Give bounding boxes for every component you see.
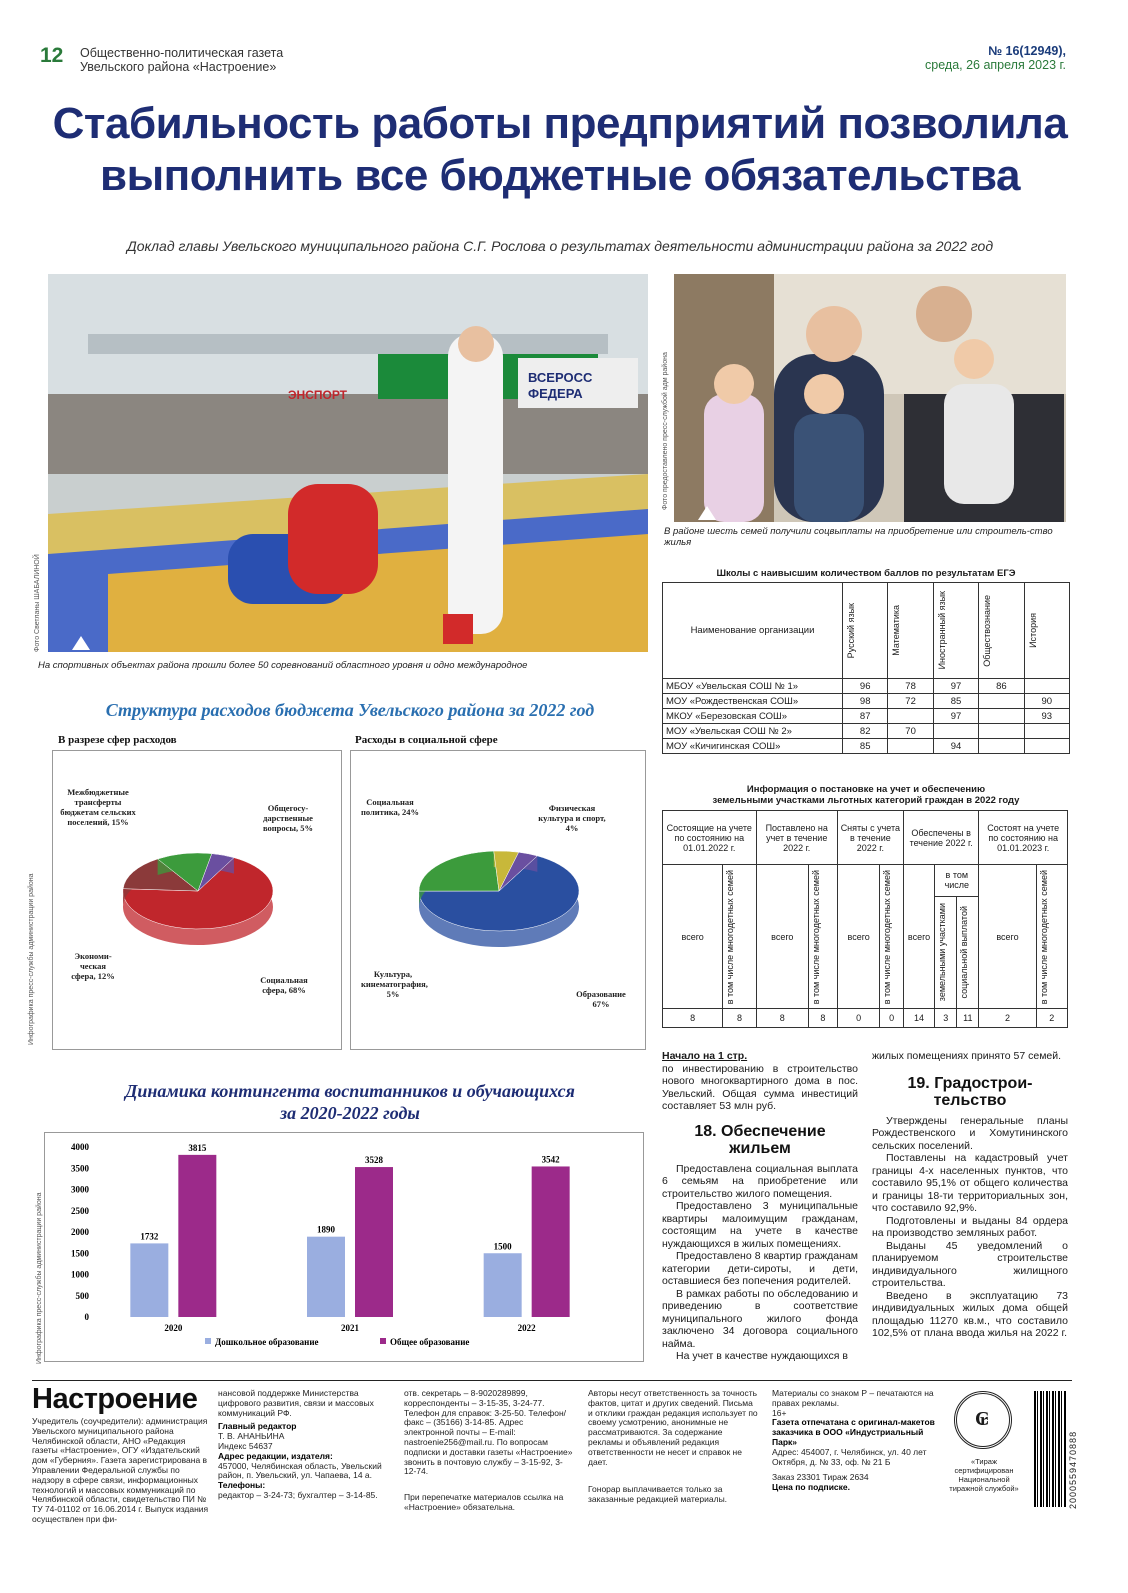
ege-score: 70	[888, 724, 933, 739]
legend-entry: Общее образование	[390, 1337, 470, 1347]
land-all-2: всего	[756, 865, 808, 1009]
sambo-photo-drawing	[48, 274, 648, 652]
article-col-2: жилых помещениях принято 57 семей. 19. Градострои-тельство Утверждены генеральные планы Рождественского и Хомутининского сельских поселений. Поставлены на кадастровый учет границы 4-х населенных пунктов, что составило 95,1% от общего количества и границы 18-ти территориальных зон, что составило 92,9%. Подготовлены и выданы 84 ордера на производство земляных работ. Выданы 45 уведомлений о планируемом строительстве индивидуального жилищного строительства. Введено в эксплуатацию 73 индивидуальных жилых дома общей площадью 11270 кв.м., что составило 102,5% от плана ввода жилья на 2022 г.	[872, 1050, 1068, 1339]
bar-chart-svg	[45, 1133, 645, 1363]
y-tick-label: 2500	[71, 1205, 89, 1216]
y-tick-label: 500	[75, 1290, 89, 1301]
x-tick-label: 2021	[341, 1323, 359, 1333]
family-photo-drawing	[674, 274, 1066, 522]
bar-value-label: 3815	[188, 1142, 207, 1153]
issue-info: № 16(12949), среда, 26 апреля 2023 г.	[925, 44, 1066, 72]
bar	[532, 1166, 570, 1317]
dynamics-title: Динамика контингента воспитанников и обучающихся за 2020-2022 годы	[125, 1081, 575, 1123]
land-h2: Поставлено на учет в течение 2022 г.	[756, 811, 837, 865]
pie1-label-mb: Межбюджетные трансферты бюджетам сельских поселений, 15%	[60, 787, 136, 827]
paper-name: Общественно-политическая газета Увельского района «Настроение»	[80, 46, 284, 74]
land-all-5: всего	[979, 865, 1036, 1009]
ege-col-2: Иностранный язык	[933, 583, 978, 679]
ege-score: 98	[843, 694, 888, 709]
photo1-credit: Фото Светланы ШАБАЛИНОЙ	[34, 554, 41, 652]
imprint-disclaimer: Авторы несут ответственность за точность фактов, цитат и других сведений. Письма и отклики граждан редакция использует по своему усмотрению, анонимные не рассматриваются. За содержание рекламы и объявлений редакция ответственности не несет и справок не дает. Гонорар выплачивается только за заказанные редакцией материалы.	[588, 1388, 758, 1505]
ege-score	[979, 709, 1024, 724]
dynamics-credit: Инфографика пресс-службы администрации района	[36, 1192, 43, 1364]
land-value: 14	[903, 1009, 934, 1028]
land-value: 8	[756, 1009, 808, 1028]
y-tick-label: 2000	[71, 1227, 89, 1237]
pie-chart-2	[350, 750, 646, 1050]
imprint-printing: Материалы со знаком Р – печатаются на правах рекламы. 16+ Газета отпечатана с оригинал-макетов заказчика в ООО «Индустриальный Парк» Адрес: 454007, г. Челябинск, ул. 40 лет Октября, д. № 33, оф. № 21 Б Заказ 23301 Тираж 2634 Цена по подписке.	[772, 1388, 935, 1493]
ege-school-name: МОУ «Увельская СОШ № 2»	[663, 724, 843, 739]
ege-col-4: История	[1024, 583, 1069, 679]
land-all-3: всего	[837, 865, 880, 1009]
land-value: 11	[957, 1009, 979, 1028]
sambo-photo	[48, 274, 648, 652]
pie1-label-og: Общегосу-дарственные вопросы, 5%	[262, 803, 314, 833]
y-tick-label: 1000	[71, 1269, 89, 1280]
y-tick-label: 1500	[71, 1248, 89, 1259]
ege-score: 82	[843, 724, 888, 739]
ege-row	[663, 709, 1070, 724]
ege-school-name: МОУ «Кичигинская СОШ»	[663, 739, 843, 754]
ege-score	[888, 739, 933, 754]
y-tick-label: 3000	[71, 1184, 89, 1195]
barcode-icon	[1034, 1391, 1066, 1507]
land-all-4: всего	[903, 865, 934, 1009]
land-all-1: всего	[663, 865, 723, 1009]
page-number: 12	[40, 44, 64, 67]
ege-score: 90	[1024, 694, 1069, 709]
ege-score	[1024, 724, 1069, 739]
photo-marker-icon	[72, 636, 90, 650]
photo-marker-icon-2	[698, 506, 716, 520]
ege-table	[662, 582, 1070, 754]
article-col-1: Начало на 1 стр. по инвестированию в строительство нового многоквартирного дома в пос. Увельский. Общая сумма инвестиций составляет 53 млн руб. 18. Обеспечение жильем Предоставлена социальная выплата 6 семьям на приобретение или строительство жилого помещения. Предоставлено 3 муниципальные квартиры малоимущим гражданам, состоящим на учете в качестве нуждающихся в жилых помещениях. Предоставлено 8 квартир гражданам категории дети-сироты, и дети, оставшиеся без попечения родителей. В рамках работы по обследованию и приведению в соответствие муниципального жилого фонда заключено 34 договора социального найма. На учет в качестве нуждающихся в	[662, 1050, 858, 1362]
bar-value-label: 3528	[365, 1155, 383, 1166]
land-value: 8	[663, 1009, 723, 1028]
ege-score: 78	[888, 679, 933, 694]
land-incl: в том числе	[935, 865, 979, 896]
land-value: 0	[880, 1009, 903, 1028]
ege-title: Школы с наивысшим количеством баллов по результатам ЕГЭ	[716, 568, 1016, 579]
y-tick-label: 4000	[71, 1142, 89, 1152]
ege-col-3: Обществознание	[979, 583, 1024, 679]
ege-score: 86	[979, 679, 1024, 694]
imprint-founders: Учредитель (соучредители): администрация Увельского муниципального района Челябинской области, АНО «Редакция газеты «Настроение», ОГУ «Издательский дом «Губерния». Газета зарегистрирована в Управлении Федеральной службы по надзору в сфере связи, информационных технологий и массовых коммуникаций по Челябинской области, свидетельство ПИ № ТУ 74-01102 от 16.06.2014 г. Выпуск издания осуществлен при фи-	[32, 1416, 209, 1524]
budget-title: Структура расходов бюджета Увельского района за 2022 год	[105, 700, 595, 720]
bar	[484, 1253, 522, 1317]
seal-text: «Тираж сертифицирован Национальной тиражной службой»	[949, 1457, 1019, 1493]
ege-score	[979, 739, 1024, 754]
land-h3: Сняты с учета в течение 2022 г.	[837, 811, 903, 865]
land-pay: социальной выплатой	[957, 896, 979, 1009]
family-photo	[674, 274, 1066, 522]
circulation-seal-icon	[954, 1391, 1012, 1449]
ege-score	[1024, 679, 1069, 694]
land-h1: Состоящие на учете по состоянию на 01.01.2022 г.	[663, 811, 757, 865]
ege-row	[663, 724, 1070, 739]
ege-score: 97	[933, 709, 978, 724]
land-table	[662, 810, 1068, 1028]
ege-score	[979, 694, 1024, 709]
headline: Стабильность работы предприятий позволила выполнить все бюджетные обязательства	[52, 99, 1068, 200]
legend-entry: Дошкольное образование	[215, 1337, 319, 1347]
bar	[307, 1237, 345, 1317]
section-18-heading: 18. Обеспечение жильем	[694, 1122, 826, 1157]
bar-value-label: 1732	[140, 1231, 159, 1242]
seal-monogram: ₢	[975, 1408, 990, 1430]
pie1-title: В разрезе сфер расходов	[58, 734, 177, 746]
ege-col-org: Наименование организации	[663, 583, 843, 679]
land-value: 8	[723, 1009, 756, 1028]
land-value: 2	[979, 1009, 1036, 1028]
pie1-label-ek: Экономи-ческая сфера, 12%	[71, 951, 115, 981]
ege-score	[933, 724, 978, 739]
bar-value-label: 1500	[493, 1241, 512, 1252]
newspaper-logo: Настроение	[32, 1383, 198, 1415]
land-many-5: в том числе многодетных семей	[1036, 865, 1068, 1009]
y-tick-label: 0	[84, 1312, 89, 1322]
bar	[178, 1155, 216, 1317]
land-h4: Обеспечены в течение 2022 г.	[903, 811, 979, 865]
ege-score	[979, 724, 1024, 739]
pie2-label-ob: Образование 67%	[576, 989, 626, 1009]
pie2-label-fk: Физическая культура и спорт, 4%	[538, 803, 606, 833]
pie1-label-soc: Социальная сфера, 68%	[260, 975, 308, 995]
ege-score: 93	[1024, 709, 1069, 724]
land-value: 8	[809, 1009, 838, 1028]
ege-score: 87	[843, 709, 888, 724]
pie-chart-1	[52, 750, 342, 1050]
land-value: 0	[837, 1009, 880, 1028]
banner-text-3: ЭНСПОРТ	[288, 388, 348, 402]
ege-score: 97	[933, 679, 978, 694]
continued-from: Начало на 1 стр.	[662, 1050, 748, 1062]
ege-score: 85	[843, 739, 888, 754]
ege-score: 96	[843, 679, 888, 694]
bar	[355, 1167, 393, 1317]
subtitle: Доклад главы Увельского муниципального района С.Г. Рослова о результатах деятельности администрации района за 2022 год	[126, 238, 994, 254]
ege-score: 72	[888, 694, 933, 709]
bar-chart	[44, 1132, 644, 1362]
land-value: 3	[935, 1009, 957, 1028]
ege-school-name: МОУ «Рождественская СОШ»	[663, 694, 843, 709]
ege-school-name: МБОУ «Увельская СОШ № 1»	[663, 679, 843, 694]
photo1-caption: На спортивных объектах района прошли более 50 соревнований областного уровня и одно международное	[38, 660, 528, 671]
ege-row	[663, 739, 1070, 754]
banner-text: ВСЕРОСС	[528, 370, 593, 385]
land-h5: Состоят на учете по состоянию на 01.01.2023 г.	[979, 811, 1068, 865]
land-many-2: в том числе многодетных семей	[809, 865, 838, 1009]
x-tick-label: 2022	[517, 1323, 536, 1333]
ege-score: 85	[933, 694, 978, 709]
barcode-number: 2000559470888	[1068, 1430, 1078, 1509]
imprint-editor: нансовой поддержке Министерства цифрового развития, связи и массовых коммуникаций РФ. Главный редактор Т. В. АНАНЬИНА Индекс 54637 Адрес редакции, издателя: 457000, Челябинская область, Увельский район, п. Увельский, ул. Чапаева, 14 а. Телефоны: редактор – 3-24-73; бухгалтер – 3-14-85.	[218, 1388, 382, 1500]
legend-swatch	[205, 1338, 211, 1344]
ege-score	[1024, 739, 1069, 754]
ege-score: 94	[933, 739, 978, 754]
photo2-caption: В районе шесть семей получили соцвыплаты на приобретение или строитель-ство жилья	[664, 526, 1053, 548]
y-tick-label: 3500	[71, 1163, 89, 1174]
section-19-heading: 19. Градострои-тельство	[907, 1074, 1033, 1109]
ege-row	[663, 679, 1070, 694]
bar-value-label: 1890	[317, 1224, 335, 1235]
land-many-1: в том числе многодетных семей	[723, 865, 756, 1009]
bar	[130, 1243, 168, 1317]
bar-value-label: 3542	[541, 1154, 560, 1165]
imprint	[32, 1380, 1078, 1540]
land-title: Информация о постановке на учет и обеспечению земельными участками льготных категорий граждан в 2022 году	[712, 784, 1020, 806]
pie2-label-sp: Социальная политика, 24%	[360, 797, 420, 817]
imprint-contacts: отв. секретарь – 8-9020289899, корреспонденты – 3-15-35, 3-24-77. Телефон для справок: 3-25-50. Телефон/факс – (35166) 3-14-85. Адрес электронной почты – E-mail: nastroenie256@mail.ru. По вопросам подписки и доставки газеты «Настроение» звонить в почтовую службу – 3-15-92, 3-12-74. При перепечатке материалов ссылка на «Настроение» обязательна.	[404, 1388, 573, 1512]
ege-col-0: Русский язык	[843, 583, 888, 679]
land-value: 2	[1036, 1009, 1068, 1028]
legend-swatch	[380, 1338, 386, 1344]
banner-text-2: ФЕДЕРА	[528, 386, 583, 401]
pie2-label-kk: Культура, кинематография, 5%	[361, 969, 428, 999]
ege-col-1: Математика	[888, 583, 933, 679]
pie-slice	[419, 851, 499, 891]
land-many-3: в том числе многодетных семей	[880, 865, 903, 1009]
ege-row	[663, 694, 1070, 709]
photo2-credit: Фото предоставлено пресс-службой адм района	[662, 352, 669, 510]
budget-credit: Инфографика пресс-службы администрации района	[28, 873, 35, 1045]
ege-score	[888, 709, 933, 724]
pie2-title: Расходы в социальной сфере	[355, 734, 498, 746]
land-plots: земельными участками	[935, 896, 957, 1009]
ege-school-name: МКОУ «Березовская СОШ»	[663, 709, 843, 724]
x-tick-label: 2020	[164, 1323, 183, 1333]
